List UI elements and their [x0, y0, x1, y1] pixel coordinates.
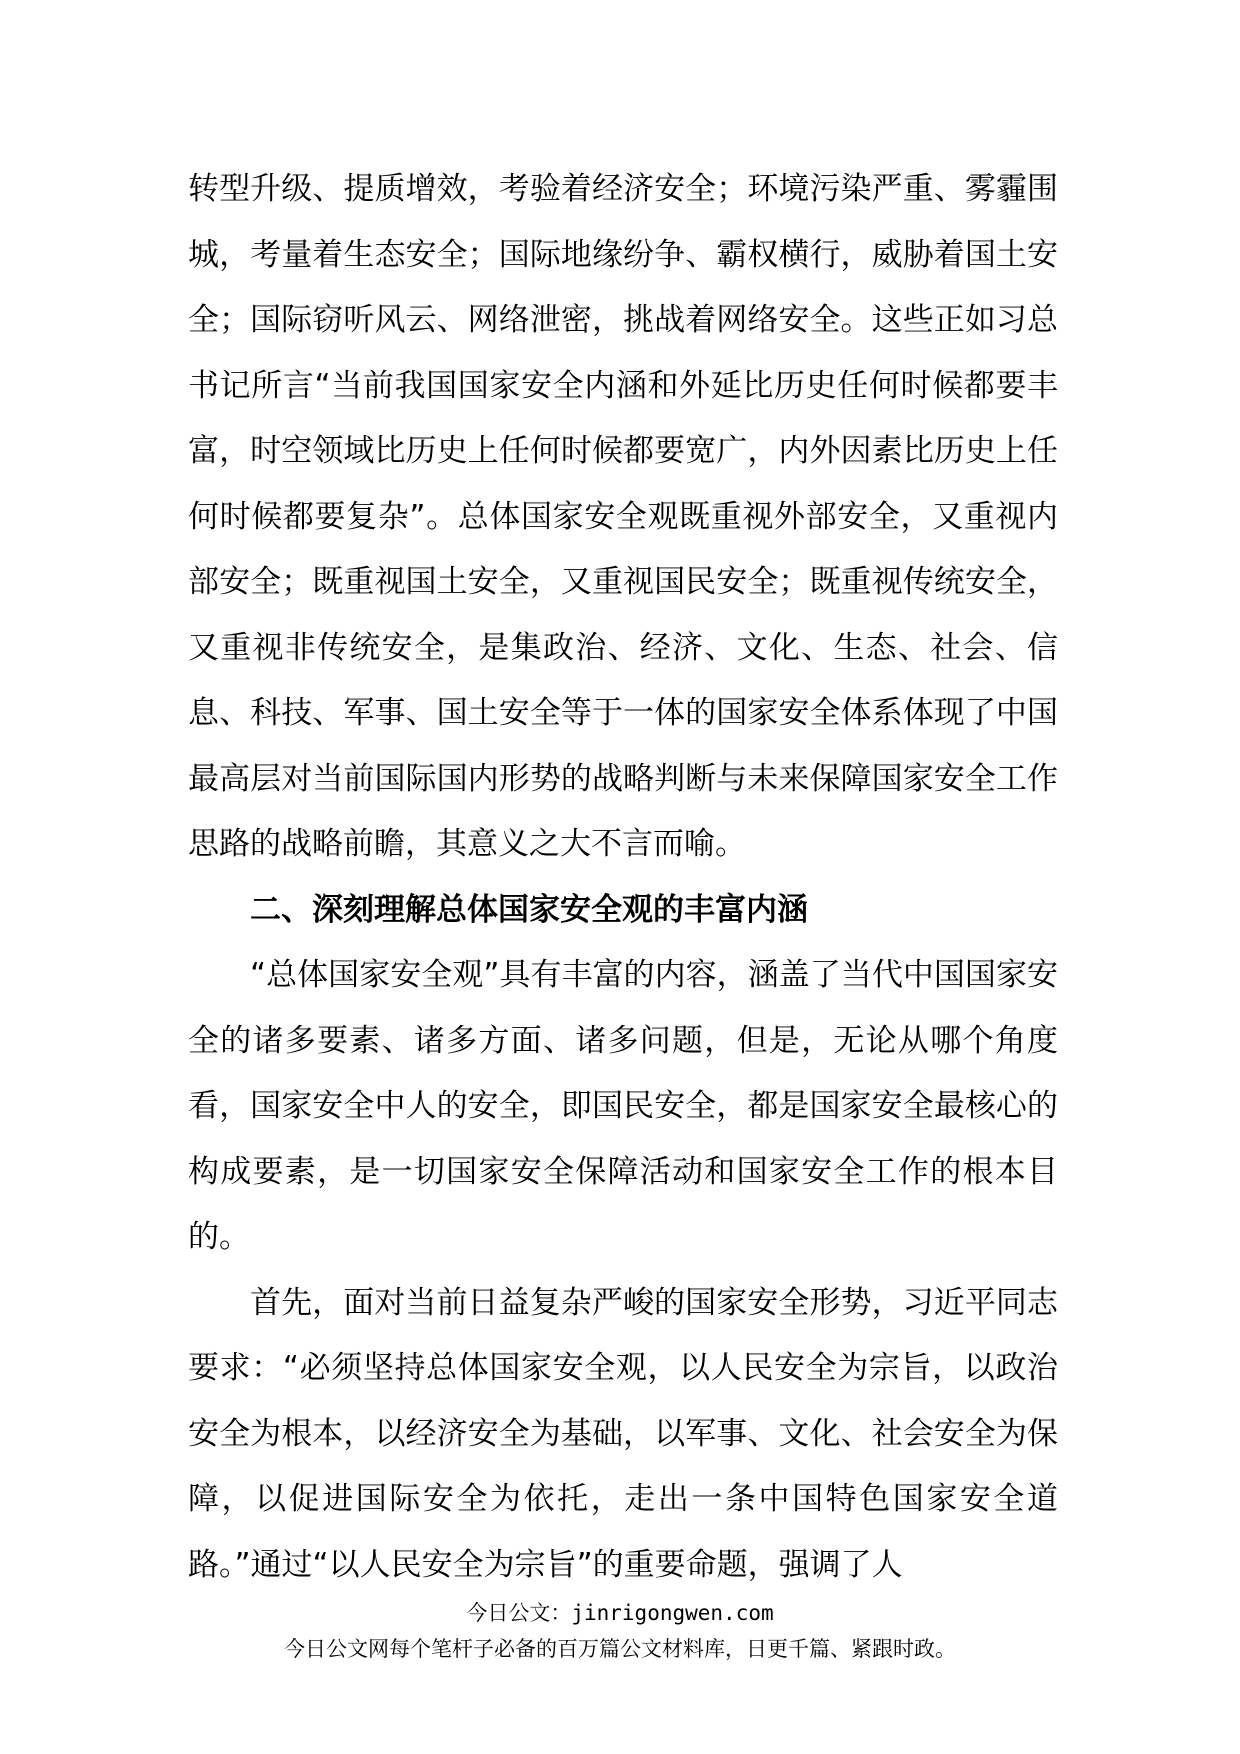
footer-site-link[interactable]: jinrigongwen.com	[571, 1601, 774, 1625]
section-heading: 二、深刻理解总体国家安全观的丰富内涵	[250, 891, 808, 928]
document-body	[188, 157, 1058, 1598]
paragraph-first: 首先，面对当前日益复杂严峻的国家安全形势，习近平同志要求：“必须坚持总体国家安全观，以人民安全为宗旨，以政治安全为根本，以经济安全为基础，以军事、文化、社会安全为保障，以促进国际安全为依托，走出一条中国特色国家安全道路。”通过“以人民安全为宗旨”的重要命题，强调了人	[188, 1284, 1058, 1583]
footer-tagline: 今日公文网每个笔杆子必备的百万篇公文材料库，日更千篇、紧跟时政。	[284, 1637, 956, 1661]
paragraph-continuation: 转型升级、提质增效，考验着经济安全；环境污染严重、雾霾围城，考量着生态安全；国际地缘纷争、霸权横行，威胁着国土安全；国际窃听风云、网络泄密，挑战着网络安全。这些正如习总书记所言“当前我国国家安全内涵和外延比历史任何时候都要丰富，时空领域比历史上任何时候都要宽广，内外因素比历史上任何时候都要复杂”。总体国家安全观既重视外部安全，又重视内部安全；既重视国土安全，又重视国民安全；既重视传统安全，又重视非传统安全，是集政治、经济、文化、生态、社会、信息、科技、军事、国土安全等于一体的国家安全体系体现了中国最高层对当前国际国内形势的战略判断与未来保障国家安全工作思路的战略前瞻，其意义之大不言而喻。	[188, 171, 1058, 862]
footer-site-line	[0, 1598, 1240, 1628]
footer-site-label: 今日公文：	[466, 1601, 572, 1625]
paragraph-intro: “总体国家安全观”具有丰富的内容，涵盖了当代中国国家安全的诸多要素、诸多方面、诸多问题，但是，无论从哪个角度看，国家安全中人的安全，即国民安全，都是国家安全最核心的构成要素，是一切国家安全保障活动和国家安全工作的根本目的。	[188, 957, 1058, 1255]
